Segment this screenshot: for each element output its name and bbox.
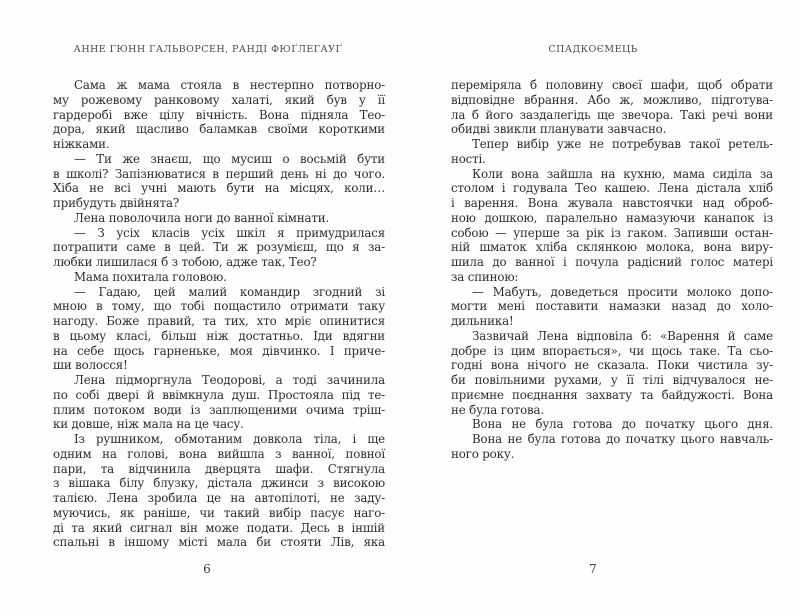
left-page-text	[53, 78, 385, 550]
text-line: мною в тому, що тобі пощастило отримати таку	[53, 299, 385, 314]
running-header-authors: АННЕ ГЮНН ГАЛЬВОРСЕН, РАНДІ ФЮҐЛЕГАУҐ	[73, 44, 343, 55]
text-line: любки лишилася б з тобою, адже так, Тео?	[53, 255, 317, 269]
text-line: по собі двері й ввімкнула душ. Простояла під те-	[53, 387, 385, 402]
text-line: Зазвичай Лена відповіла б: «Варення й саме	[472, 328, 773, 343]
text-line: нагоду. Боже правий, та тих, хто мріє опинитися	[53, 314, 385, 328]
text-line: Вона не була готова до початку цього навчаль-	[472, 432, 773, 446]
text-line: — Ти же знаєш, що мусиш о восьмій бути	[74, 151, 385, 166]
text-line: Мама похитала головою.	[74, 269, 227, 284]
text-line: годні вона нічого не сказала. Поки чистила зу-	[451, 358, 773, 373]
text-line: собою — уперше за рік із гаком. Запивши остан-	[451, 225, 773, 240]
text-line: дора, який щасливо баламкав своїми короткими	[53, 122, 385, 137]
text-line: Із рушником, обмотаним довкола тіла, і ще	[74, 432, 385, 446]
text-line: столом і годувала Тео кашею. Лена дістала хліб	[451, 181, 773, 196]
text-line: ною дошкою, паралельно намазуючи канапок із	[451, 210, 773, 225]
text-line: ніжками.	[53, 137, 110, 151]
text-line: — Гадаю, цей малий командир згодний зі	[74, 284, 385, 299]
text-line: обидві звикли планувати завчасно.	[451, 122, 667, 137]
text-line: ного року.	[451, 446, 515, 461]
text-line: Сама ж мама стояла в нестерпно потворно-	[74, 78, 385, 92]
text-line: приємне поєднання захвату та байдужості. Вона	[451, 387, 773, 402]
text-line: переміряла б половину своєї шафи, щоб обрати	[451, 78, 773, 92]
text-line: відповідне вбрання. Або ж, можливо, підготува-	[451, 92, 773, 107]
text-line: ла б його заздалегідь ще звечора. Такі речі вони	[451, 107, 773, 122]
page-number-right: 7	[589, 562, 597, 576]
text-line: могти мені поставити намазки назад до холо-	[451, 299, 773, 314]
text-line: Лена поволочила ноги до ванної кімнати.	[74, 210, 330, 225]
text-line: пари, та відчинила дверцята шафи. Стягнула	[53, 461, 385, 476]
text-line: Коли вона зайшла на кухню, мама сиділа за	[472, 166, 773, 181]
text-line: Вона не була готова до початку цього дня.	[472, 417, 773, 432]
page-number-left: 6	[203, 562, 211, 576]
text-line: одним на голові, вона вийшла з ванної, повної	[53, 446, 385, 461]
text-line: добре із цим впорається», чи щось таке. Та сьо-	[451, 343, 773, 358]
text-line: — З усіх класів усіх шкіл я примудрилася	[74, 225, 385, 240]
right-page-text	[451, 78, 773, 462]
text-line: талією. Лена зробила це на автопілоті, не заду-	[53, 491, 385, 505]
text-line: Лена підморгнула Теодорові, а тоді зачинила	[74, 373, 385, 387]
text-line: дильника!	[451, 314, 514, 328]
text-line: би повільними рухами, у її тілі відчувалося не-	[451, 373, 773, 387]
text-line: в цьому класі, більш ніж достатньо. Іди вдягни	[53, 328, 385, 343]
text-line: гардеробі вже цілу вічність. Вона підняла Тео-	[53, 107, 385, 122]
text-line: Тепер вибір уже не потребував такої ретель-	[472, 137, 773, 151]
text-line: не була готова.	[451, 402, 545, 417]
text-line: і варення. Вона жувала навстоячки над оброб-	[451, 196, 773, 210]
text-line: му рожевому ранковому халаті, який був у її	[53, 92, 385, 107]
text-line: потрапити саме в цей. Ти ж розумієш, що я за-	[53, 240, 385, 255]
text-line: в школі? Запізнюватися в перший день ні до чого.	[53, 166, 385, 181]
text-line: ній шматок хліба склянкою молока, вона виру-	[451, 240, 773, 255]
running-header-title: СПАДКОЄМЕЦЬ	[548, 44, 638, 55]
text-line: Хіба не всі учні мають бути на місцях, коли…	[53, 181, 385, 196]
text-line: — Мабуть, доведеться просити молоко допо-	[472, 284, 773, 299]
text-line: ши волосся!	[53, 358, 128, 373]
text-line: на себе щось гарненьке, моя дівчинко. І приче-	[53, 343, 385, 358]
text-line: плим потоком води із заплющеними очима тріш-	[53, 402, 385, 417]
text-line: муючись, як раніше, чи такий вибір пасує наго-	[53, 505, 385, 520]
text-line: прибудуть двійнята?	[53, 196, 180, 210]
text-line: ки довше, ніж мала на це часу.	[53, 417, 244, 432]
text-line: ності.	[451, 151, 486, 166]
text-line: ді та який сигнал він може подати. Десь в іншій	[53, 520, 385, 535]
text-line: з вішака білу блузку, дістала джинси з високою	[53, 476, 385, 491]
text-line: спальні в іншому місті мала би стояти Лів, яка	[53, 535, 385, 550]
text-line: за спиною:	[451, 269, 519, 284]
text-line: шила до ванної і почула радісний голос матері	[451, 255, 773, 269]
